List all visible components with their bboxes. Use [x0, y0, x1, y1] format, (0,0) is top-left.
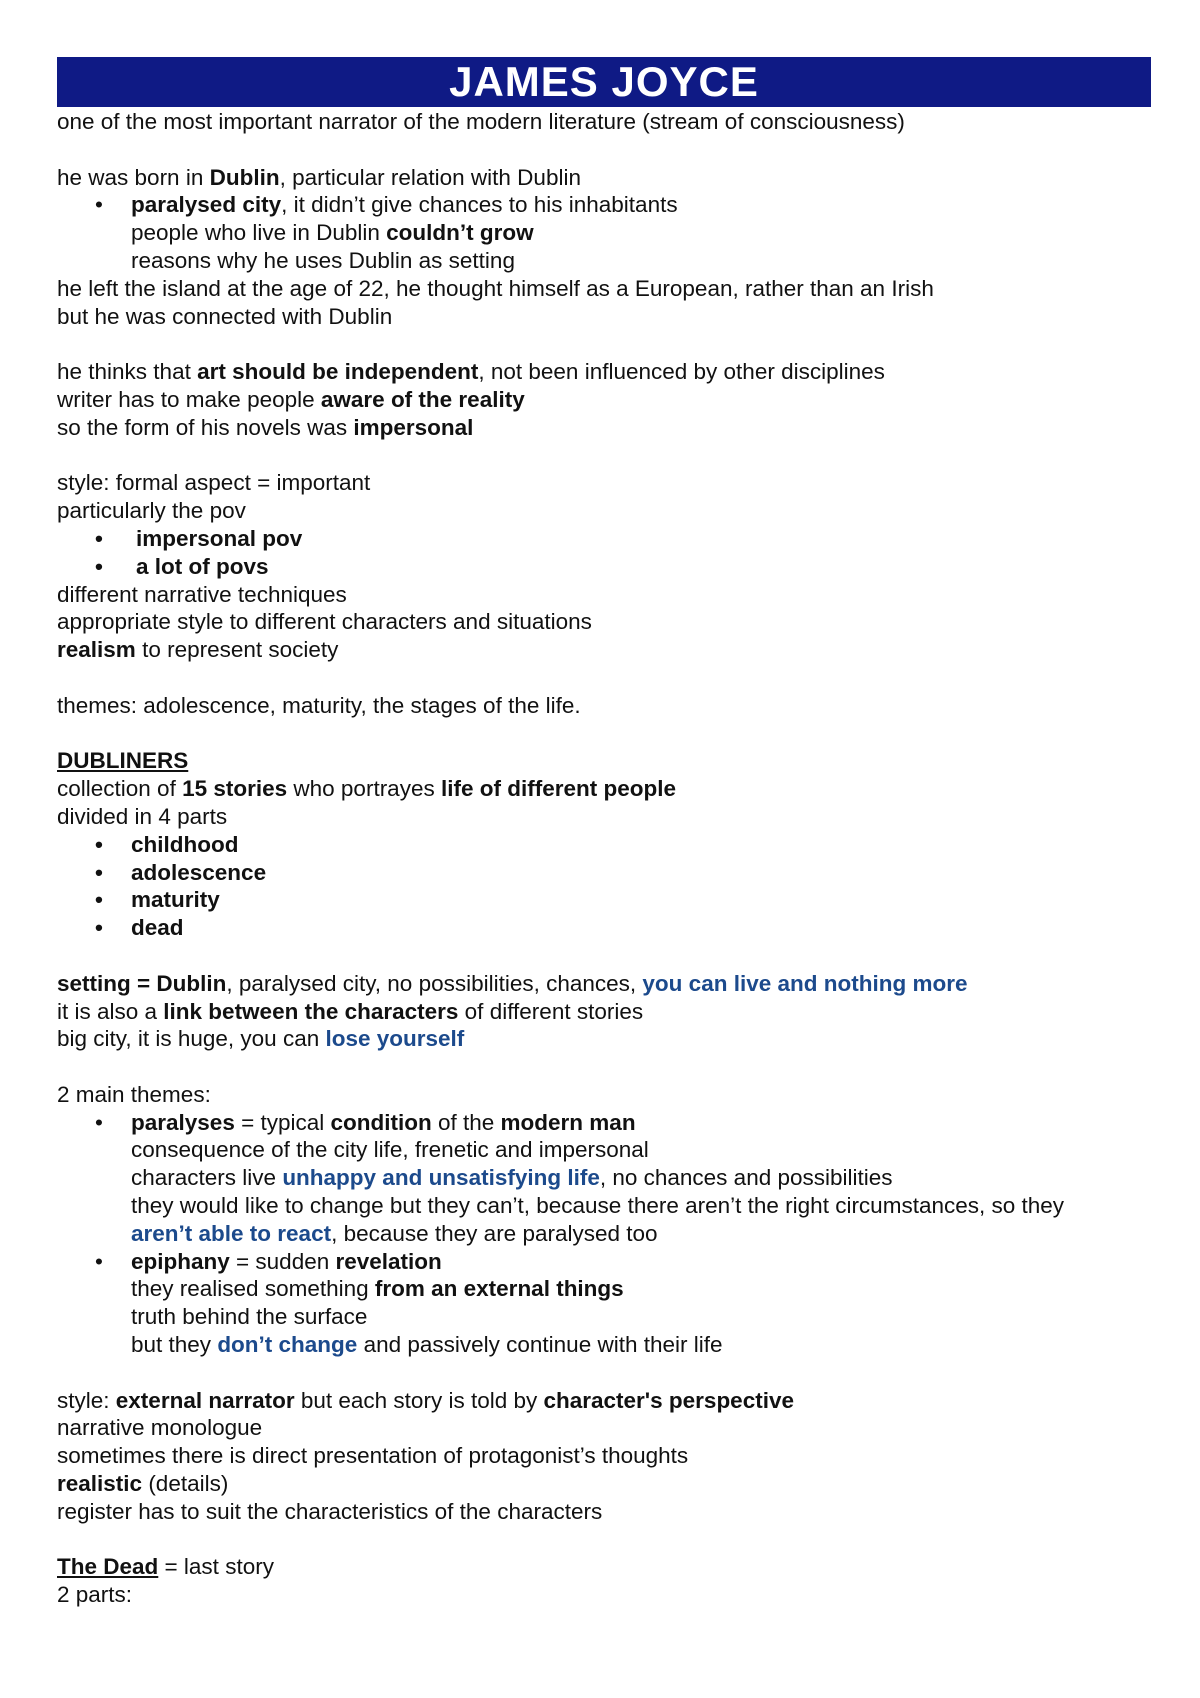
- art-line-1: he thinks that art should be independent, not been influenced by other disciplines: [57, 359, 885, 385]
- setting-line-3: big city, it is huge, you can lose yourself: [57, 1026, 465, 1052]
- themes-line: themes: adolescence, maturity, the stages of the life.: [57, 692, 581, 718]
- dubliners-line-1: collection of 15 stories who portrayes life of different people: [57, 776, 676, 802]
- setting-line-1: setting = Dublin, paralysed city, no possibilities, chances, you can live and nothing more: [57, 970, 968, 996]
- style-line-5: realism to represent society: [57, 637, 339, 663]
- style2-line-5: register has to suit the characteristics of the characters: [57, 1498, 603, 1524]
- style-bullet-2: • a lot of povs: [57, 553, 1177, 581]
- setting-line-2: it is also a link between the characters of different stories: [57, 998, 644, 1024]
- art-line-2: writer has to make people aware of the reality: [57, 386, 525, 412]
- style-bullet-1: • impersonal pov: [57, 525, 1177, 553]
- dubliners-line-2: divided in 4 parts: [57, 803, 228, 829]
- art-line-3: so the form of his novels was impersonal: [57, 414, 474, 440]
- intro-line: one of the most important narrator of the modern literature (stream of consciousness): [57, 109, 905, 134]
- theme-bullet-paralyses: • paralyses = typical condition of the modern man: [57, 1109, 1177, 1137]
- style2-line-2: narrative monologue: [57, 1415, 263, 1441]
- paralyses-line-4: they would like to change but they can’t, because there aren’t the right circumstances, so they: [131, 1193, 1065, 1219]
- paralyses-line-3: characters live unhappy and unsatisfying life, no chances and possibilities: [131, 1165, 893, 1191]
- style-line-1: style: formal aspect = important: [57, 470, 371, 496]
- part-item-adolescence: • adolescence: [57, 859, 1177, 887]
- the-dead-line-1: The Dead = last story: [57, 1554, 274, 1580]
- epiphany-line-3: truth behind the surface: [131, 1304, 368, 1330]
- dublin-line-1: he was born in Dublin, particular relation with Dublin: [57, 164, 581, 190]
- dubliners-heading: DUBLINERS: [57, 748, 189, 774]
- dublin-bullet-1-cont-2: reasons why he uses Dublin as setting: [131, 247, 515, 273]
- epiphany-line-2: they realised something from an external things: [131, 1276, 624, 1302]
- the-dead-line-2: 2 parts:: [57, 1582, 133, 1608]
- theme-bullet-epiphany: • epiphany = sudden revelation: [57, 1248, 1177, 1276]
- dublin-line-3: but he was connected with Dublin: [57, 303, 393, 329]
- part-item-maturity: • maturity: [57, 886, 1177, 914]
- epiphany-line-4: but they don’t change and passively continue with their life: [131, 1332, 723, 1358]
- part-item-dead: • dead: [57, 914, 1177, 942]
- style-line-3: different narrative techniques: [57, 581, 347, 607]
- dublin-bullet-1-cont-1: people who live in Dublin couldn’t grow: [131, 220, 534, 246]
- style2-line-3: sometimes there is direct presentation of protagonist’s thoughts: [57, 1443, 689, 1469]
- style2-line-4: realistic (details): [57, 1471, 229, 1497]
- part-item-childhood: • childhood: [57, 831, 1177, 859]
- style-line-2: particularly the pov: [57, 498, 246, 524]
- style-line-4: appropriate style to different characters and situations: [57, 609, 592, 635]
- dublin-bullet-1: • paralysed city, it didn’t give chances to his inhabitants: [57, 191, 1177, 219]
- paralyses-line-5: aren’t able to react, because they are paralysed too: [131, 1220, 658, 1246]
- page-title: JAMES JOYCE: [57, 57, 1151, 107]
- paralyses-line-2: consequence of the city life, frenetic and impersonal: [131, 1137, 649, 1163]
- style2-line-1: style: external narrator but each story is told by character's perspective: [57, 1387, 794, 1413]
- main-themes-heading: 2 main themes:: [57, 1081, 211, 1107]
- dublin-line-2: he left the island at the age of 22, he thought himself as a European, rather than an Irish: [57, 275, 934, 301]
- document-body: [57, 108, 1177, 1609]
